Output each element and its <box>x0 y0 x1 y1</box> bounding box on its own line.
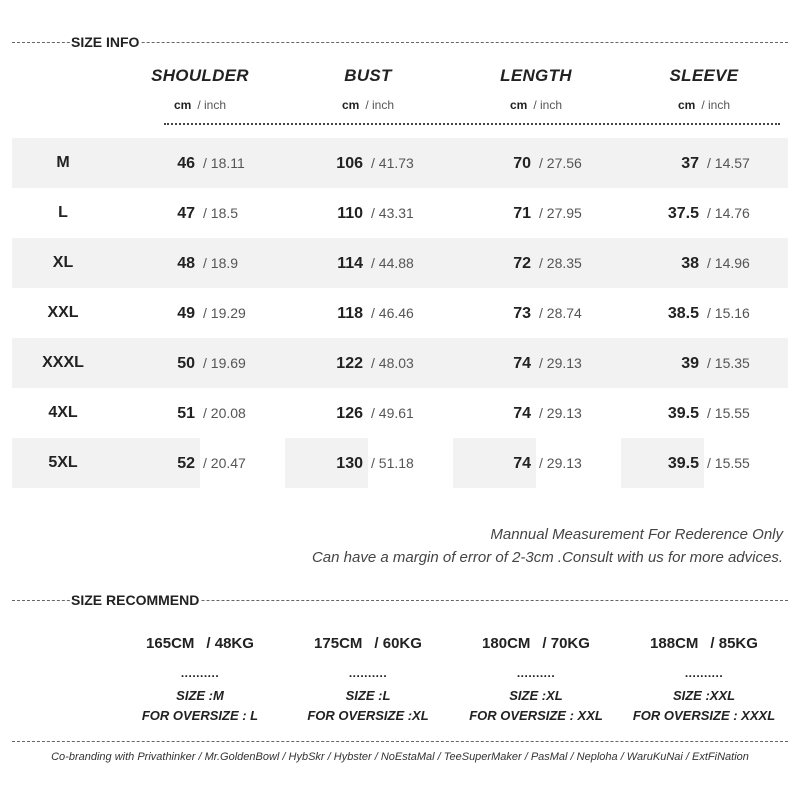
table-row <box>12 388 788 438</box>
bust-value: 126 / 49.61 <box>336 405 414 422</box>
sleeve-value: 37.5 / 14.76 <box>667 205 750 222</box>
column-units: cm / inch <box>677 98 731 112</box>
size-label: XXXL <box>42 354 84 371</box>
bust-value: 110 / 43.31 <box>337 205 414 222</box>
table-row <box>12 288 788 338</box>
table-row <box>12 438 788 488</box>
oversize-size: FOR OVERSIZE : L <box>141 708 259 723</box>
recommend-item <box>115 632 285 726</box>
bust-value: 114 / 44.88 <box>337 255 414 272</box>
sleeve-value: 39.5 / 15.55 <box>667 455 750 472</box>
recommend-item <box>451 632 621 726</box>
shoulder-value: 49 / 19.29 <box>177 305 246 322</box>
column-units: cm / inch <box>341 98 395 112</box>
length-value: 71 / 27.95 <box>513 205 582 222</box>
shoulder-value: 48 / 18.9 <box>177 255 239 272</box>
table-row <box>12 238 788 288</box>
separator-dots: .......... <box>348 666 388 680</box>
sleeve-value: 37 / 14.57 <box>681 155 750 172</box>
separator-dots: .......... <box>684 666 724 680</box>
table-row <box>12 338 788 388</box>
column-name: LENGTH <box>500 66 572 85</box>
oversize-size: FOR OVERSIZE : XXL <box>469 708 603 723</box>
sleeve-value: 38.5 / 15.16 <box>667 305 750 322</box>
size-recommend-title: SIZE RECOMMEND <box>71 592 200 608</box>
column-header-shoulder <box>140 64 260 112</box>
column-name: SLEEVE <box>669 66 739 85</box>
height-weight: 175CM / 60KG <box>314 635 422 652</box>
bust-value: 122 / 48.03 <box>336 355 414 372</box>
column-header-length <box>476 64 596 112</box>
recommended-size: SIZE :L <box>345 688 391 703</box>
length-value: 73 / 28.74 <box>513 305 582 322</box>
recommend-item <box>619 632 789 726</box>
length-value: 74 / 29.13 <box>513 455 582 472</box>
footer-divider <box>12 741 788 742</box>
bust-value: 130 / 51.18 <box>336 455 414 472</box>
bust-value: 106 / 41.73 <box>336 155 414 172</box>
size-label: L <box>58 204 68 221</box>
oversize-size: FOR OVERSIZE :XL <box>307 708 429 723</box>
shoulder-value: 50 / 19.69 <box>177 355 246 372</box>
bust-value: 118 / 46.46 <box>337 305 414 322</box>
separator-dots: .......... <box>516 666 556 680</box>
shoulder-value: 46 / 18.11 <box>177 155 245 172</box>
shoulder-value: 47 / 18.5 <box>177 205 239 222</box>
length-value: 74 / 29.13 <box>513 405 582 422</box>
column-units: cm / inch <box>173 98 227 112</box>
column-header-sleeve <box>644 64 764 112</box>
size-label: M <box>56 154 70 171</box>
column-header-bust <box>308 64 428 112</box>
separator-dots: .......... <box>180 666 220 680</box>
measurement-note: Mannual Measurement For Rederence Only <box>490 526 783 543</box>
margin-note: Can have a margin of error of 2-3cm .Consult with us for more advices. <box>311 549 783 566</box>
height-weight: 180CM / 70KG <box>482 635 590 652</box>
column-units: cm / inch <box>509 98 563 112</box>
size-label: XXL <box>47 304 79 321</box>
length-value: 72 / 28.35 <box>513 255 582 272</box>
height-weight: 165CM / 48KG <box>146 635 254 652</box>
column-name: BUST <box>344 66 392 85</box>
recommended-size: SIZE :XL <box>509 688 563 703</box>
oversize-size: FOR OVERSIZE : XXXL <box>632 708 776 723</box>
recommended-size: SIZE :XXL <box>672 688 736 703</box>
sleeve-value: 39 / 15.35 <box>681 355 750 372</box>
co-branding-footer: Co-branding with Privathinker / Mr.GoldenBowl / HybSkr / Hybster / NoEstaMal / TeeSuperMaker / PasMal / Neploha / WaruKuNai / ExtFiNation <box>51 751 749 763</box>
size-info-title: SIZE INFO <box>71 34 140 50</box>
sleeve-value: 39.5 / 15.55 <box>667 405 750 422</box>
recommended-size: SIZE :M <box>176 688 224 703</box>
table-row <box>12 138 788 188</box>
height-weight: 188CM / 85KG <box>650 635 758 652</box>
size-label: XL <box>52 254 74 271</box>
recommend-item <box>283 632 453 726</box>
length-value: 74 / 29.13 <box>513 355 582 372</box>
units-divider <box>164 123 780 125</box>
size-label: 4XL <box>48 404 78 421</box>
size-recommend-header <box>12 592 788 608</box>
shoulder-value: 51 / 20.08 <box>177 405 246 422</box>
size-info-header <box>12 34 788 50</box>
shoulder-value: 52 / 20.47 <box>177 455 246 472</box>
table-row <box>12 188 788 238</box>
sleeve-value: 38 / 14.96 <box>681 255 750 272</box>
size-label: 5XL <box>48 454 78 471</box>
column-name: SHOULDER <box>151 66 249 85</box>
length-value: 70 / 27.56 <box>513 155 582 172</box>
